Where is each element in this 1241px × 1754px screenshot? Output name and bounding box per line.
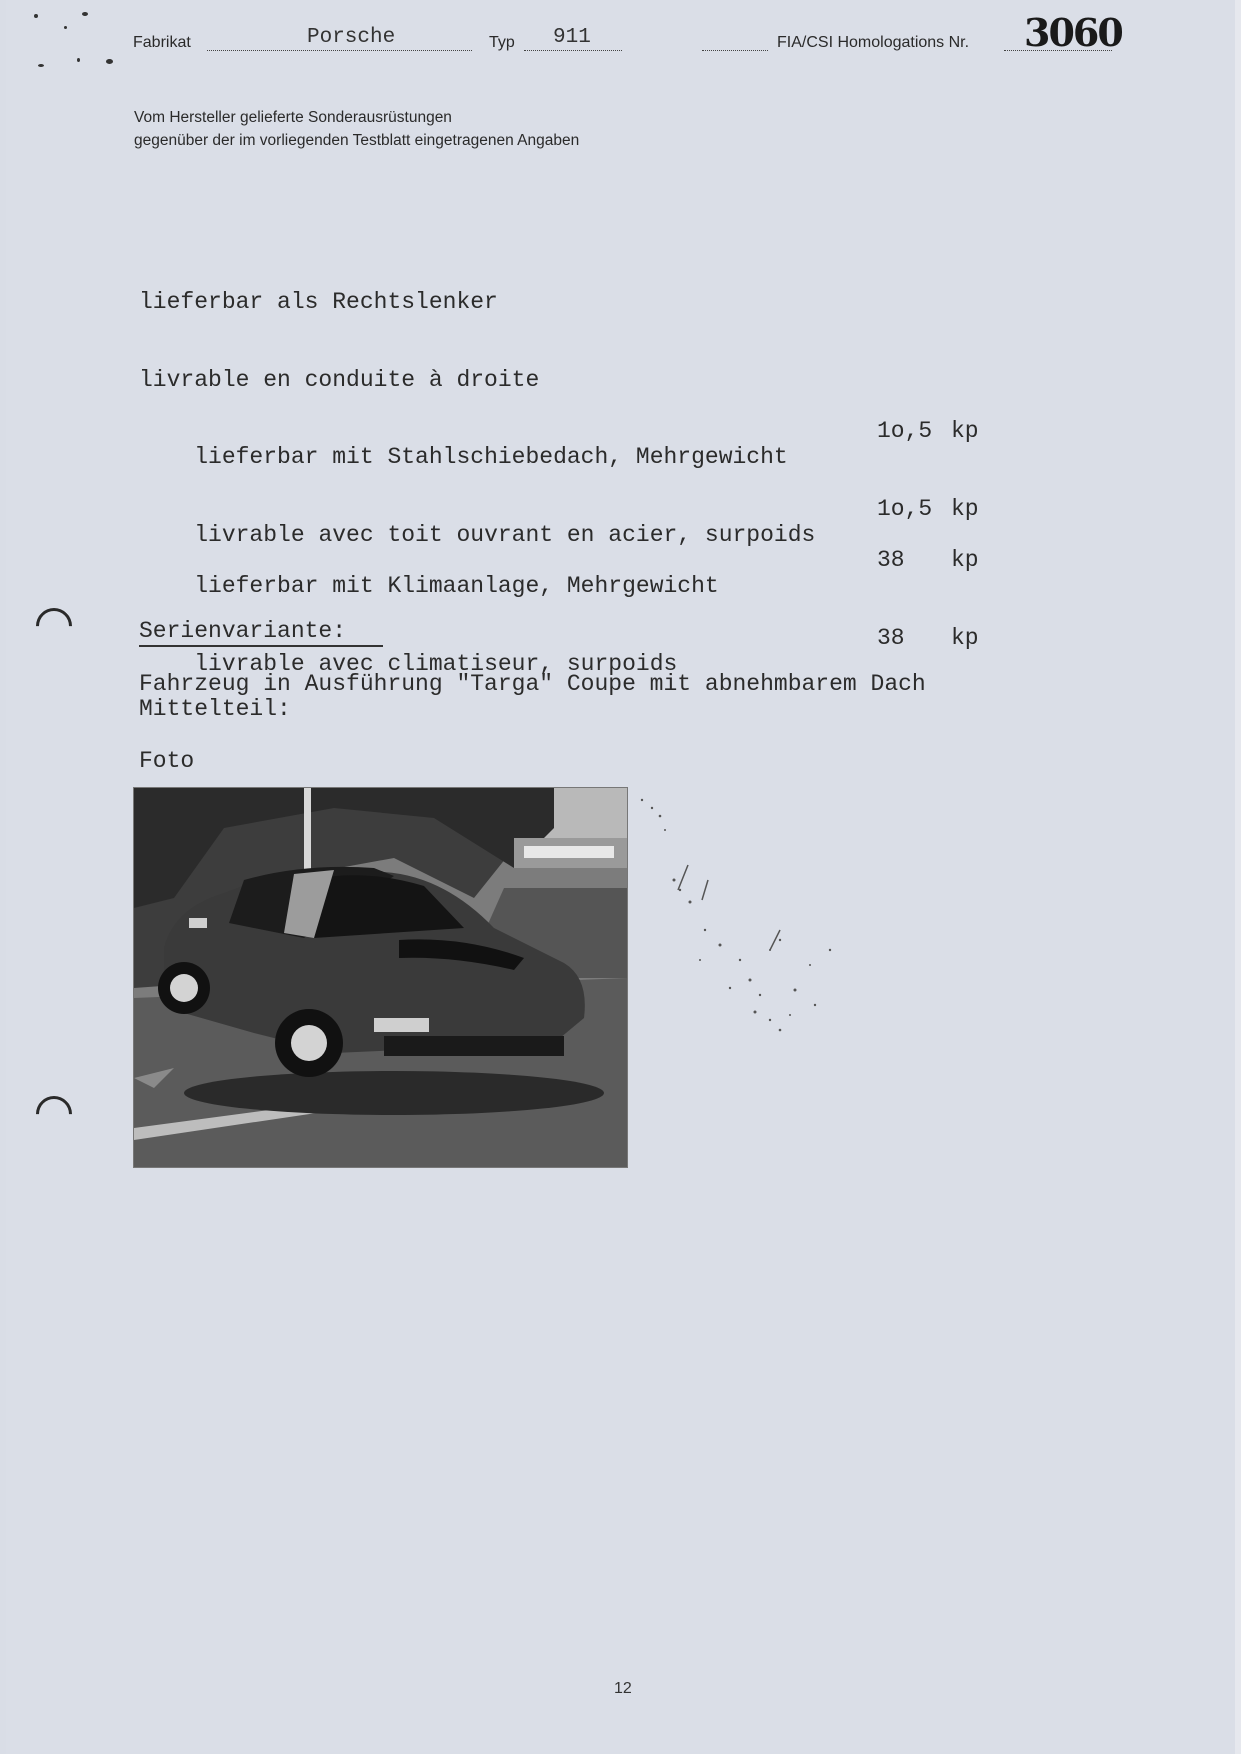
option-fr: livrable avec climatiseur, surpoids — [194, 651, 678, 677]
option-de: lieferbar mit Klimaanlage, Mehrgewicht — [194, 573, 719, 599]
typ-value: 911 — [553, 26, 591, 49]
faded-stamp-marks — [630, 790, 860, 1060]
typ-dotted-line — [524, 49, 622, 51]
option-unit: kp — [951, 625, 979, 651]
fabrikat-label: Fabrikat — [133, 34, 191, 51]
option-weight: 38 — [877, 625, 905, 651]
option-weight: 38 — [877, 547, 905, 573]
intro-line: Vom Hersteller gelieferte Sonderausrüstungen — [134, 109, 452, 126]
page-number: 12 — [614, 1680, 632, 1697]
car-photo-image — [134, 788, 627, 1167]
option-de: lieferbar als Rechtslenker — [139, 289, 498, 315]
scan-speck — [82, 12, 88, 16]
homologation-number: 3060 — [1024, 10, 1122, 55]
series-variant-underline — [139, 645, 383, 647]
page-edge — [1235, 0, 1241, 1754]
option-de: lieferbar mit Stahlschiebedach, Mehrgewicht — [194, 444, 788, 470]
scan-speck — [64, 26, 67, 29]
scan-speck — [106, 59, 113, 64]
fabrikat-dotted-line — [207, 49, 472, 51]
series-variant-title: Serienvariante: — [139, 618, 347, 644]
option-fr: livrable avec toit ouvrant en acier, surpoids — [194, 522, 816, 548]
fabrikat-value: Porsche — [307, 26, 396, 49]
option-weight: 1o,5 — [877, 418, 933, 444]
option-weight: 1o,5 — [877, 496, 933, 522]
intro-text — [134, 106, 579, 152]
option-unit: kp — [951, 496, 979, 522]
series-variant-description: Fahrzeug in Ausführung "Targa" Coupe mit abnehmbarem Dach Mittelteil: — [139, 671, 926, 722]
spacer-dotted-line — [702, 49, 768, 51]
scan-speck — [34, 14, 38, 18]
option-fr: livrable en conduite à droite — [139, 367, 540, 393]
intro-line: gegenüber der im vorliegenden Testblatt eingetragenen Angaben — [134, 132, 580, 149]
option-block-air-conditioning — [139, 495, 1089, 677]
homologation-label: FIA/CSI Homologations Nr. — [777, 34, 970, 51]
option-unit: kp — [951, 418, 979, 444]
scan-speck — [77, 58, 80, 62]
option-unit: kp — [951, 547, 979, 573]
typ-label: Typ — [489, 34, 515, 51]
scan-speck — [38, 64, 44, 67]
document-header — [132, 10, 1122, 62]
foto-label: Foto — [139, 748, 195, 774]
car-photo — [133, 787, 628, 1168]
